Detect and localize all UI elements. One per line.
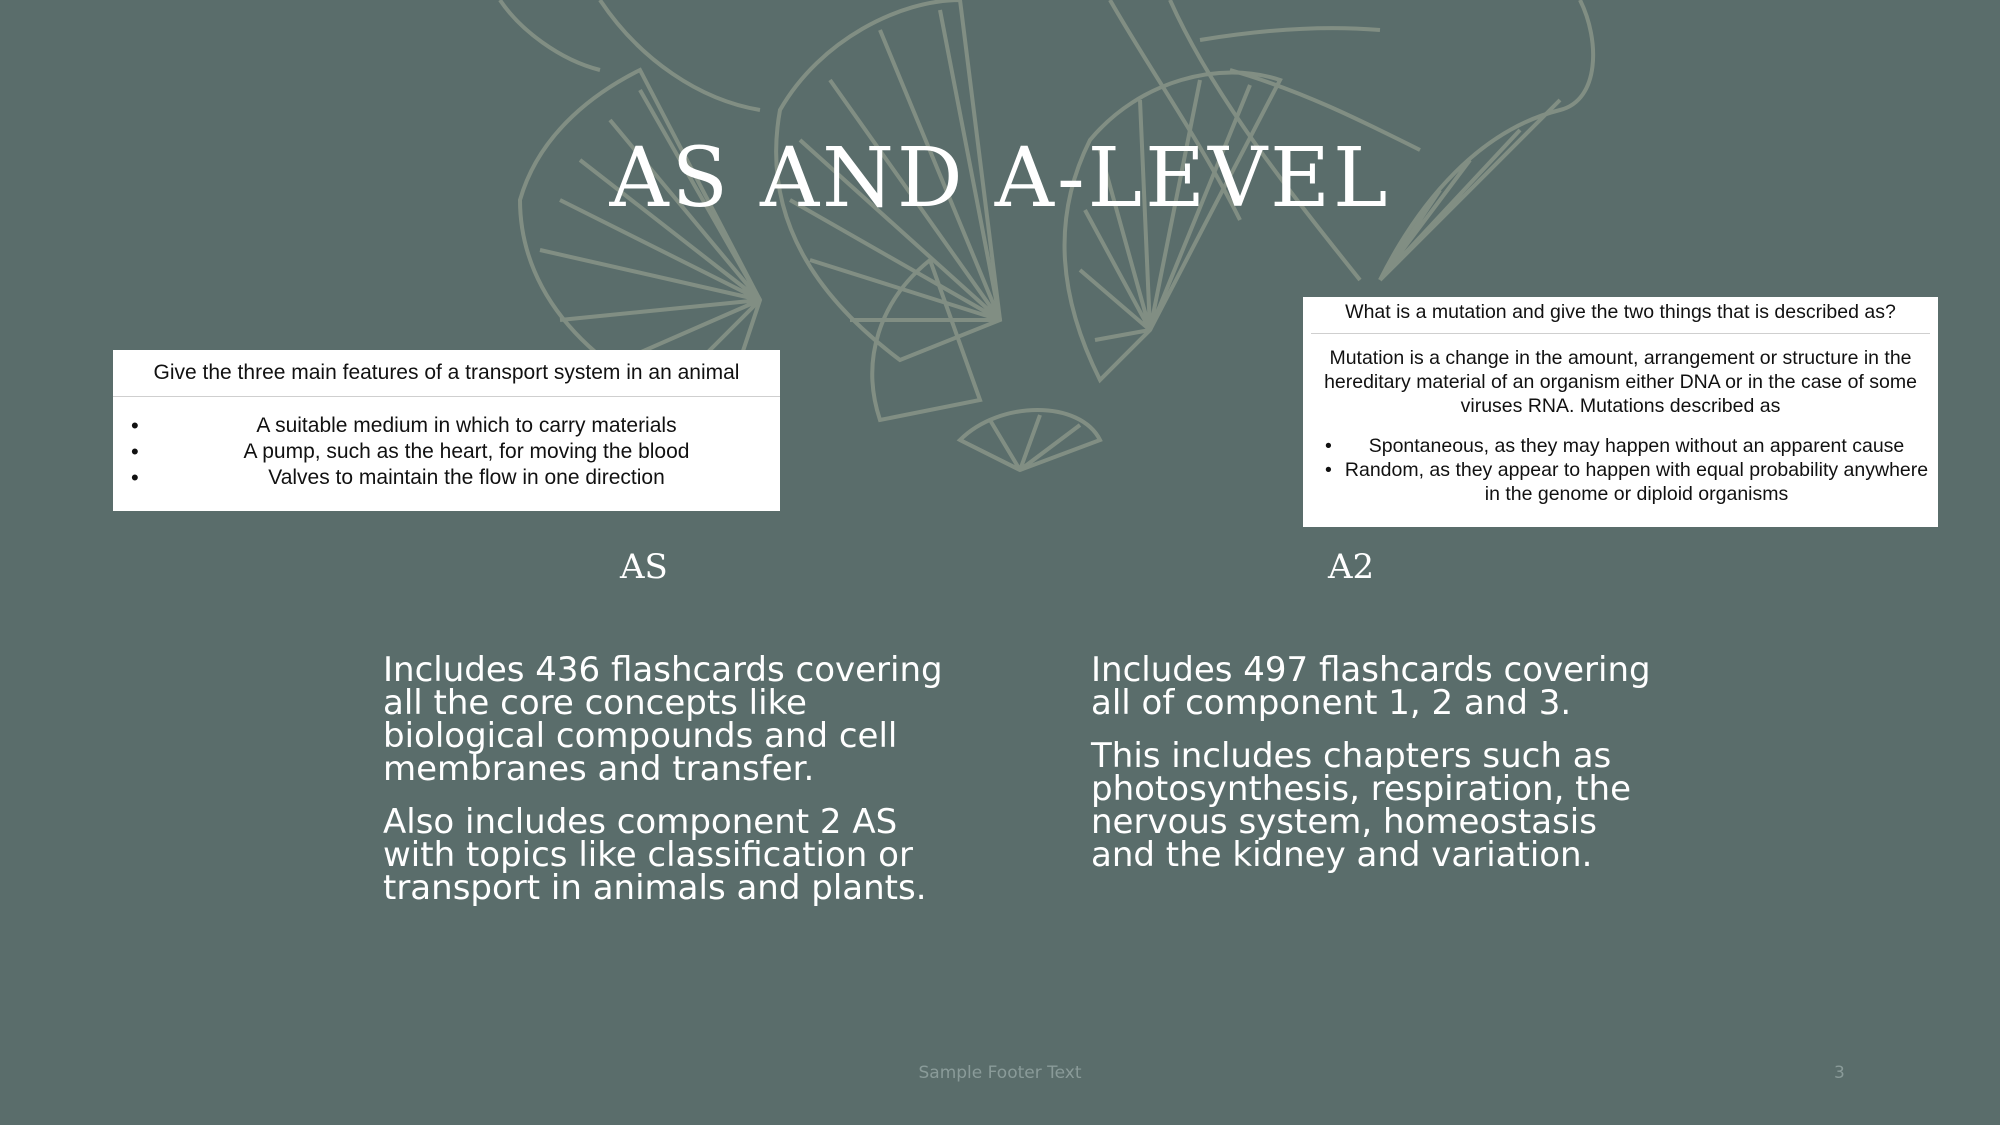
as-flashcard-question: Give the three main features of a transport system in an animal: [113, 350, 780, 397]
as-description-paragraph: Includes 436 flashcards covering all the core concepts like biological compounds and cell membranes and transfer.: [383, 650, 943, 789]
as-flashcard-image: [113, 350, 780, 511]
as-flashcard-answer: • A suitable medium in which to carry materials: [113, 413, 780, 439]
a2-flashcard-bullet: • Random, as they appear to happen with equal probability anywhere in the genome or diploid organisms: [1303, 458, 1938, 506]
a2-flashcard-answer: Mutation is a change in the amount, arrangement or structure in the hereditary material of an organism either DNA or in the case of some viruses RNA. Mutations described as: [1324, 347, 1917, 417]
as-description: [383, 650, 943, 925]
as-flashcard-answer-list: [113, 413, 780, 491]
a2-flashcard-image: [1303, 297, 1938, 527]
as-description-paragraph: Also includes component 2 AS with topics like classification or transport in animals and plants.: [383, 802, 927, 908]
a2-description-paragraph: Includes 497 flashcards covering all of component 1, 2 and 3.: [1091, 650, 1651, 723]
footer-text: Sample Footer Text: [918, 1063, 1082, 1083]
a2-flashcard-bullet-list: [1303, 434, 1938, 506]
a2-heading: A2: [1328, 547, 1375, 587]
a2-flashcard-bullet: • Spontaneous, as they may happen without an apparent cause: [1303, 434, 1938, 458]
as-flashcard-answer: • Valves to maintain the flow in one direction: [113, 465, 780, 491]
slide-title: AS AND A-LEVEL: [609, 131, 1391, 226]
page-number: 3: [1834, 1063, 1845, 1083]
a2-flashcard-question: What is a mutation and give the two things that is described as?: [1311, 297, 1930, 334]
a2-description-paragraph: This includes chapters such as photosynthesis, respiration, the nervous system, homeostasis and the kidney and variation.: [1091, 736, 1631, 875]
a2-description: [1091, 650, 1651, 892]
as-heading: AS: [620, 547, 668, 587]
as-flashcard-answer: • A pump, such as the heart, for moving the blood: [113, 439, 780, 465]
